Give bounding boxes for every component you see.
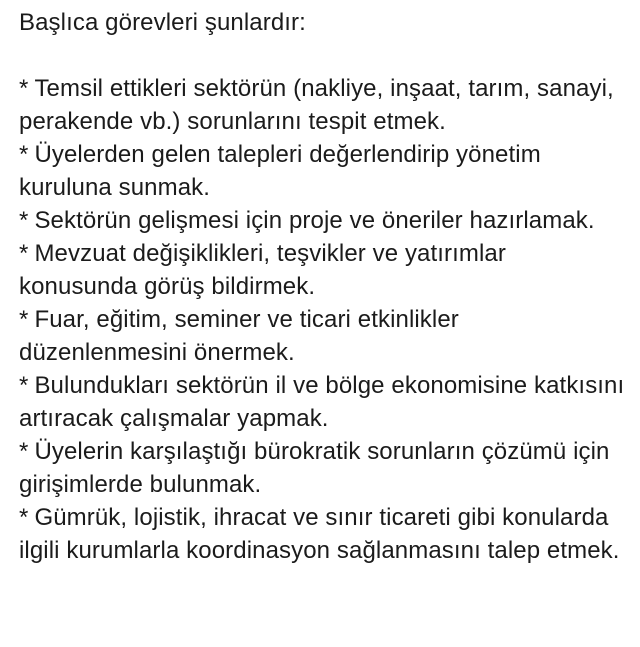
list-item-text: Bulundukları sektörün il ve bölge ekonomisine katkısını artıracak çalışmalar yapmak. bbox=[19, 372, 625, 432]
list-item bbox=[19, 303, 630, 369]
bullet-marker: * bbox=[19, 75, 29, 102]
list-item-text: Temsil ettikleri sektörün (nakliye, inşaat, tarım, sanayi, perakende vb.) sorunlarını tespit etmek. bbox=[19, 75, 614, 135]
list-item-text: Sektörün gelişmesi için proje ve öneriler hazırlamak. bbox=[34, 207, 595, 234]
list-item bbox=[19, 501, 630, 567]
bullet-marker: * bbox=[19, 306, 29, 333]
bullet-marker: * bbox=[19, 207, 29, 234]
bullet-marker: * bbox=[19, 372, 29, 399]
bullet-marker: * bbox=[19, 141, 29, 168]
list-item-text: Üyelerin karşılaştığı bürokratik sorunların çözümü için girişimlerde bulunmak. bbox=[19, 438, 610, 498]
bullet-marker: * bbox=[19, 438, 29, 465]
duties-list bbox=[19, 72, 630, 567]
list-item bbox=[19, 138, 630, 204]
list-item bbox=[19, 369, 630, 435]
list-item bbox=[19, 237, 630, 303]
bullet-marker: * bbox=[19, 240, 29, 267]
list-item-text: Fuar, eğitim, seminer ve ticari etkinlikler düzenlenmesini önermek. bbox=[19, 306, 459, 366]
section-heading: Başlıca görevleri şunlardır: bbox=[19, 9, 306, 36]
list-item-text: Mevzuat değişiklikleri, teşvikler ve yatırımlar konusunda görüş bildirmek. bbox=[19, 240, 506, 300]
list-item bbox=[19, 204, 630, 237]
list-item-text: Üyelerden gelen talepleri değerlendirip yönetim kuruluna sunmak. bbox=[19, 141, 541, 201]
list-item bbox=[19, 435, 630, 501]
list-item-text: Gümrük, lojistik, ihracat ve sınır ticareti gibi konularda ilgili kurumlarla koordinasyon sağlanmasını talep etmek. bbox=[19, 504, 620, 564]
bullet-marker: * bbox=[19, 504, 29, 531]
list-item bbox=[19, 72, 630, 138]
